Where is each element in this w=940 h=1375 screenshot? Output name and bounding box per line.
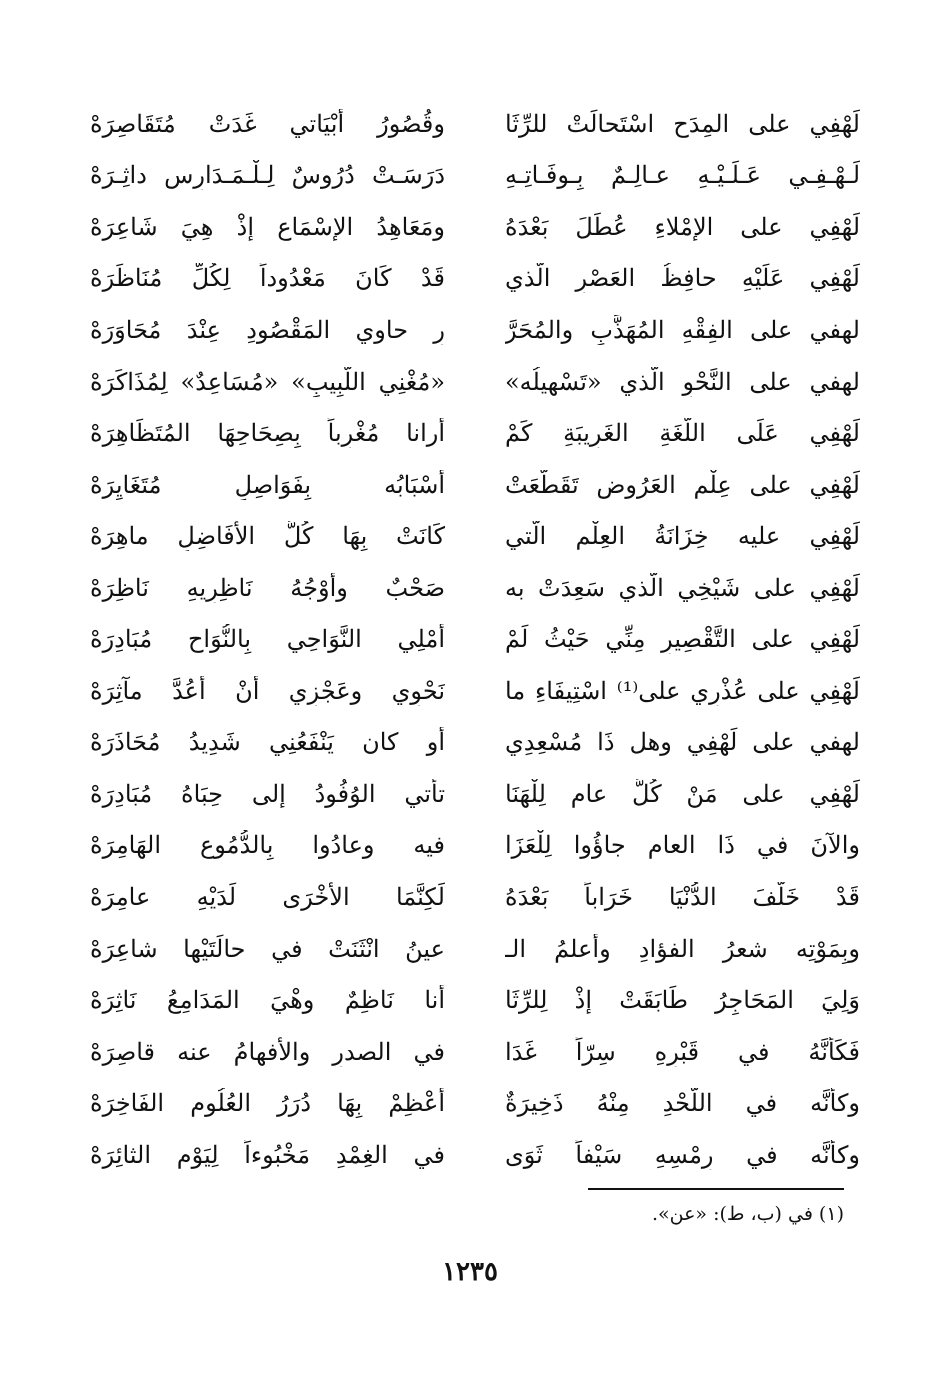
verse-second-hemistich: أنا نَاظِمٌ وهْيَ المَدَامِعُ نَاثِرَهْ	[90, 986, 445, 1015]
verse-second-hemistich: صَحْبٌ وأوْجُهُ نَاظِرِيهِ نَاظِرَهْ	[90, 573, 445, 602]
verse-first-hemistich: فَكَأنَّهُ في قَبْرِهِ سِرّاً غَدَا	[505, 1037, 860, 1066]
verse-first-hemistich: لَهْفِي عَلَى اللُّغَةِ الغَرِيبَةِ كَمْ	[505, 419, 860, 448]
verse-second-hemistich: نَحْوِي وعَجْزِي أنْ أعُدَّ مآثِرَهْ	[90, 676, 445, 705]
verse-second-hemistich: أرانا مُغْرِباً بِصِحَاحِهَا المُتَظَاهِرَهْ	[90, 419, 445, 448]
verse-first-hemistich: لَهْفِي على الإمْلاءِ عُطِّلَ بَعْدَهُ	[505, 212, 860, 241]
verse	[90, 304, 860, 356]
verse	[90, 871, 860, 923]
verse	[90, 1077, 860, 1129]
verse	[90, 820, 860, 872]
verse	[90, 253, 860, 305]
verse-second-hemistich: ومَعَاهِدُ الإسْمَاعِ إذْ هِيَ شَاعِرَهْ	[90, 212, 445, 241]
verse	[90, 1026, 860, 1078]
verse-second-hemistich: أُمْلِي النَّوَاحِي بِالنُّوَاحِ مُبَادِرَهْ	[90, 625, 445, 654]
verse-second-hemistich: «مُغْنِي اللَّبِيبِ» «مُسَاعِدٌ» لِمُذَاكَرَهْ	[90, 367, 445, 396]
verse-second-hemistich: وقُصُورُ أبْيَاتي غَدَتْ مُتَقَاصِرَهْ	[90, 109, 445, 138]
page-number: ١٢٣٥	[442, 1257, 498, 1287]
verse-second-hemistich: أعْظِمْ بِهَا دُرَرُ العُلُومِ الفَاخِرَهْ	[90, 1089, 445, 1118]
verse	[90, 613, 860, 665]
verse	[90, 923, 860, 975]
verse-first-hemistich: لَهْفِي على التَّقْصِيرِ مِنِّي حَيْثُ لَمْ	[505, 625, 860, 654]
verse	[90, 407, 860, 459]
verse	[90, 356, 860, 408]
verse	[90, 717, 860, 769]
verse-first-hemistich: وَلِيَ المَحَاجِرُ طَابَقَتْ إذْ لِلرِّثَا	[505, 986, 860, 1015]
verse-first-hemistich: لَـهْـفِـي عَـلَـيْـهِ عـالِـمٌ بِـوفَـاتِـهِ	[505, 161, 860, 190]
verse	[90, 768, 860, 820]
verse-first-hemistich: لهفي على لَهْفِي وهل ذَا مُسْعِدِي	[505, 728, 860, 757]
verse-second-hemistich: دَرَسَـتْ دُرُوسٌ لِـلْـمَـدَارِسِ داثِـرَهْ	[90, 161, 445, 190]
verse-first-hemistich: لَهْفِي على عِلْمِ العَرُوضِ تَقَطَّعَتْ	[505, 470, 860, 499]
verse	[90, 1129, 860, 1181]
verse-second-hemistich: فيه وعادُوا بِالدُّمُوعِ الهَامِرَهْ	[90, 831, 445, 860]
verse	[90, 150, 860, 202]
poem-body	[90, 98, 860, 1180]
verse-second-hemistich: أسْبَابُه بِفَوَاصِلٍ مُتَغَايِرَهْ	[90, 470, 445, 499]
verse-second-hemistich: تأتي الوُفُودُ إلى حِبَاهُ مُبَادِرَهْ	[90, 779, 445, 808]
verse-first-hemistich: لهفي على الفِقْهِ المُهَذَّبِ والمُحَرَّ	[505, 315, 860, 344]
verse-second-hemistich: كَانَتْ بِهَا كُلُّ الأفَاضِلِ ماهِرَهْ	[90, 522, 445, 551]
verse-second-hemistich: في الغِمْدِ مَخْبُوءاً لِيَوْمِ الثائِرَهْ	[90, 1140, 445, 1169]
verse	[90, 562, 860, 614]
verse-first-hemistich: لَهْفِي عليه خِزَانَةُ العِلْمِ الَّتي	[505, 522, 860, 551]
verse	[90, 459, 860, 511]
verse-first-hemistich: وبِمَوْتِه شعرُ الفؤادِ وأعلمُ الـ	[505, 934, 860, 963]
verse-second-hemistich: في الصدرِ والأفهامُ عنه قاصِرَهْ	[90, 1037, 445, 1066]
verse-first-hemistich: لَهْفِي على عُذْرِي على⁽¹⁾ اسْتِيفَاءِ ما	[505, 676, 860, 705]
verse	[90, 510, 860, 562]
verse-first-hemistich: قَدْ خَلَّفَ الدُّنْيَا خَرَاباً بَعْدَهُ	[505, 882, 860, 911]
verse-second-hemistich: لَكِنَّمَا الأُخْرَى لَدَيْهِ عامِرَهْ	[90, 882, 445, 911]
footnote: (١) في (ب، ط): «عن».	[651, 1203, 844, 1225]
verse-second-hemistich: رِ حاوي المَقْصُودِ عِنْدَ مُحَاوَرَهْ	[90, 315, 445, 344]
verse-first-hemistich: لهفي على النَّحْوِ الَّذي «تَسْهِيلُه»	[505, 367, 860, 396]
verse-first-hemistich: لَهْفِي عَلَيْهِ حافِظُ العَصْرِ الَّذي	[505, 264, 860, 293]
verse-first-hemistich: والآنَ في ذَا العامِ جاؤُوا لِلْعَزَا	[505, 831, 860, 860]
footnote-separator	[588, 1188, 844, 1190]
verse-second-hemistich: قَدْ كَانَ مَعْدُوداً لِكُلِّ مُنَاظَرَهْ	[90, 264, 445, 293]
verse-first-hemistich: لَهْفِي على شَيْخِي الَّذي سَعِدَتْ به	[505, 573, 860, 602]
verse	[90, 201, 860, 253]
verse-first-hemistich: وكأنَّه في رِمْسِهِ سَيْفاً ثَوَى	[505, 1140, 860, 1169]
verse-second-hemistich: أو كان يَنْفَعُنِي شَدِيدُ مُحَاذَرَهْ	[90, 728, 445, 757]
verse	[90, 665, 860, 717]
verse-first-hemistich: لَهْفِي على مَنْ كُلُّ عامٍ لِلْهَنَا	[505, 779, 860, 808]
verse	[90, 98, 860, 150]
verse-first-hemistich: وكأنَّه في اللَّحْدِ مِنْهُ ذَخِيرَةٌ	[505, 1089, 860, 1118]
verse-first-hemistich: لَهْفِي على المِدَحِ اسْتَحالَتْ للرِّثَا	[505, 109, 860, 138]
verse	[90, 974, 860, 1026]
verse-second-hemistich: عينُ انْثَنَتْ في حالَتَيْها شاعِرَهْ	[90, 934, 445, 963]
